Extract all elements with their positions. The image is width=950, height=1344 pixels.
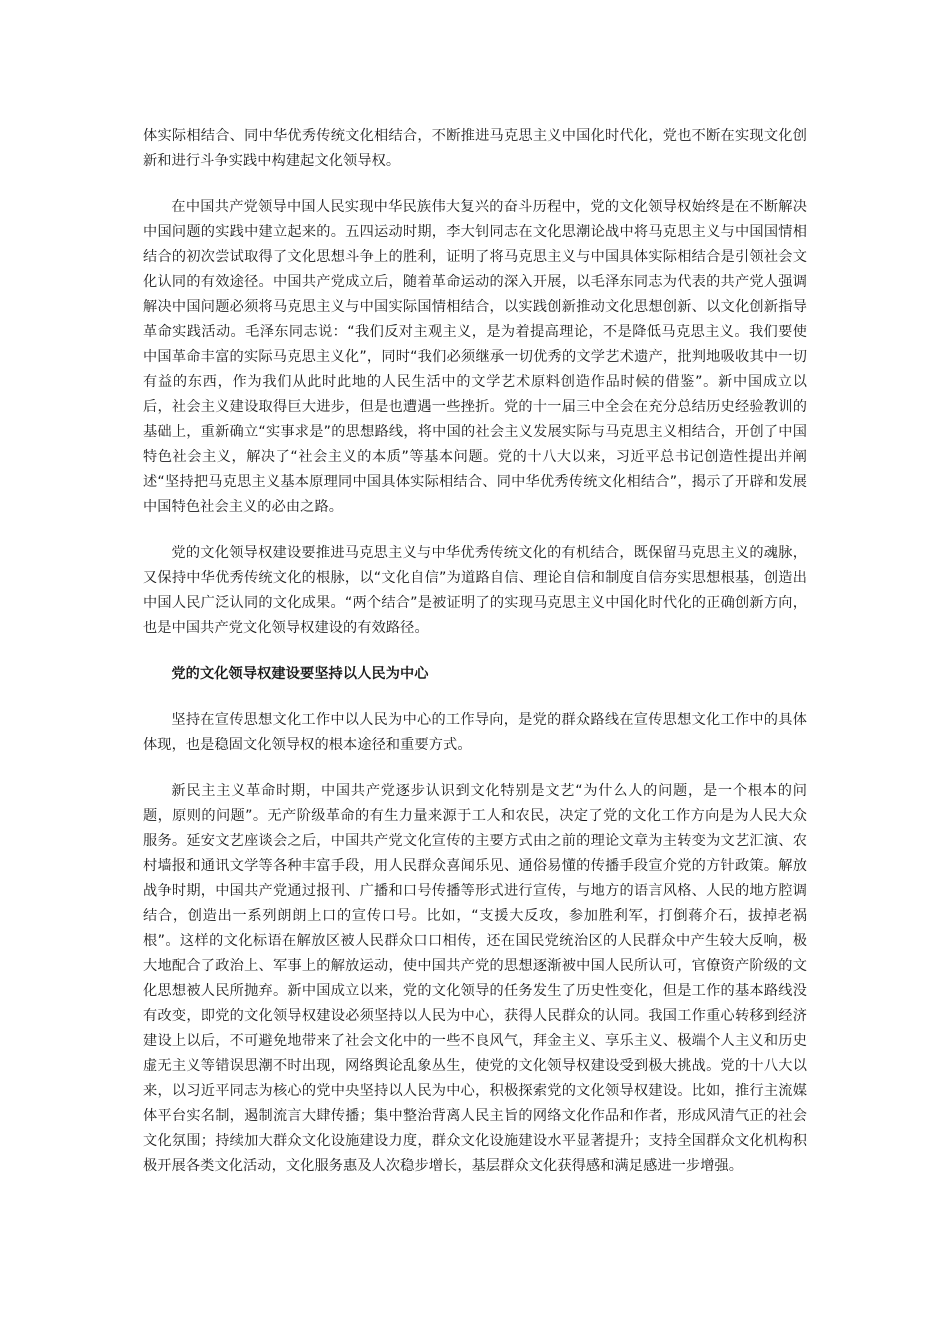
document-page — [143, 124, 807, 1200]
section-heading: 党的文化领导权建设要坚持以人民为中心 — [171, 666, 429, 682]
paragraph-history: 在中国共产党领导中国人民实现中华民族伟大复兴的奋斗历程中，党的文化领导权始终是在不断解决中国问题的实践中建立起来的。五四运动时期，李大钊同志在文化思潮论战中将马克思主义与中国国情相结合的初次尝试取得了文化思想斗争上的胜利，证明了将马克思主义与中国具体实际相结合是引领社会文化认同的有效途径。中国共产党成立后，随着革命运动的深入开展，以毛泽东同志为代表的共产党人强调解决中国问题必须将马克思主义与中国实际国情相结合，以实践创新推动文化思想创新、以文化创新指导革命实践活动。毛泽东同志说：“我们反对主观主义，是为着提高理论，不是降低马克思主义。我们要使中国革命丰富的实际马克思主义化”，同时“我们必须继承一切优秀的文学艺术遗产，批判地吸收其中一切有益的东西，作为我们从此时此地的人民生活中的文学艺术原料创造作品时候的借鉴”。新中国成立以后，社会主义建设取得巨大进步，但是也遭遇一些挫折。党的十一届三中全会在充分总结历史经验教训的基础上，重新确立“实事求是”的思想路线，将中国的社会主义发展实际与马克思主义相结合，开创了中国特色社会主义，解决了“社会主义的本质”等基本问题。党的十八大以来，习近平总书记创造性提出并阐述“坚持把马克思主义基本原理同中国具体实际相结合、同中华优秀传统文化相结合”，揭示了开辟和发展中国特色社会主义的必由之路。 — [143, 199, 807, 515]
paragraph-new-democracy: 新民主主义革命时期，中国共产党逐步认识到文化特别是文艺“为什么人的问题，是一个根本的问题，原则的问题”。无产阶级革命的有生力量来源于工人和农民，决定了党的文化工作方向是为人民大众服务。延安文艺座谈会之后，中国共产党文化宣传的主要方式由之前的理论文章为主转变为文艺汇演、农村墙报和通讯文学等各种丰富手段，用人民群众喜闻乐见、通俗易懂的传播手段宣介党的方针政策。解放战争时期，中国共产党通过报刊、广播和口号传播等形式进行宣传，与地方的语言风格、人民的地方腔调结合，创造出一系列朗朗上口的宣传口号。比如，“支援大反攻，参加胜利军，打倒蒋介石，拔掉老祸根”。这样的文化标语在解放区被人民群众口口相传，还在国民党统治区的人民群众中产生较大反响，极大地配合了政治上、军事上的解放运动，使中国共产党的思想逐渐被中国人民所认可，官僚资产阶级的文化思想被人民所抛弃。新中国成立以来，党的文化领导的任务发生了历史性变化，但是工作的基本路线没有改变，即党的文化领导权建设必须坚持以人民为中心，获得人民群众的认同。我国工作重心转移到经济建设上以后，不可避免地带来了社会文化中的一些不良风气，拜金主义、享乐主义、极端个人主义和历史虚无主义等错误思潮不时出现，网络舆论乱象丛生，使党的文化领导权建设受到极大挑战。党的十八大以来，以习近平同志为核心的党中央坚持以人民为中心，积极探索党的文化领导权建设。比如，推行主流媒体平台实名制，遏制流言大肆传播；集中整治背离人民主旨的网络文化作品和作者，形成风清气正的社会文化氛围；持续加大群众文化设施建设力度，群众文化设施建设水平显著提升；支持全国群众文化机构积极开展各类文化活动，文化服务惠及人次稳步增长，基层群众文化获得感和满足感进一步增强。 — [143, 783, 807, 1174]
paragraph-two-integrations: 党的文化领导权建设要推进马克思主义与中华优秀传统文化的有机结合，既保留马克思主义的魂脉，又保持中华优秀传统文化的根脉，以“文化自信”为道路自信、理论自信和制度自信夯实思想根基，创造出中国人民广泛认同的文化成果。“两个结合”是被证明了的实现马克思主义中国化时代化的正确创新方向，也是中国共产党文化领导权建设的有效路径。 — [143, 545, 807, 636]
paragraph-continued: 体实际相结合、同中华优秀传统文化相结合，不断推进马克思主义中国化时代化，党也不断在实现文化创新和进行斗争实践中构建起文化领导权。 — [143, 128, 807, 169]
paragraph-people-centered: 坚持在宣传思想文化工作中以人民为中心的工作导向，是党的群众路线在宣传思想文化工作中的具体体现，也是稳固文化领导权的根本途径和重要方式。 — [143, 712, 807, 753]
